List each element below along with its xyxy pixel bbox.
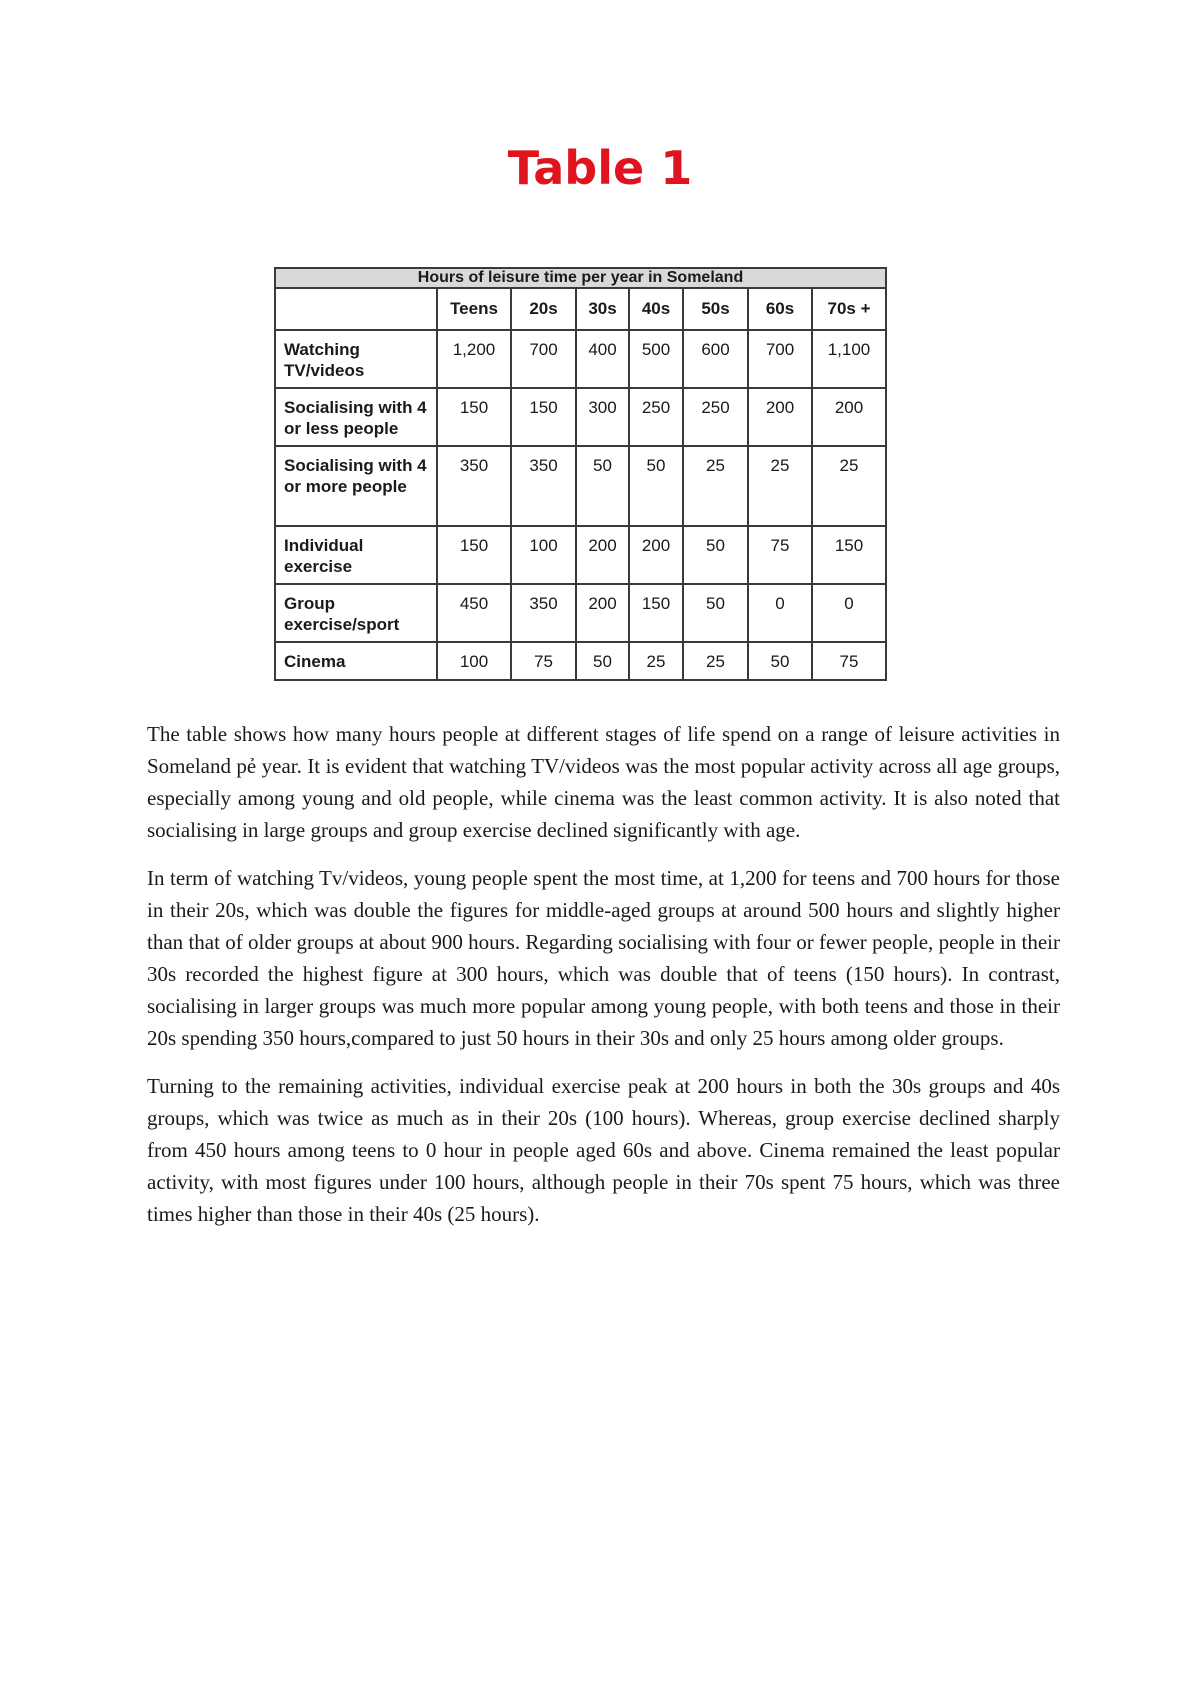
row-label: Socialising with 4 or more people	[275, 446, 437, 526]
table-cell: 75	[511, 642, 576, 680]
table-header-row	[275, 288, 886, 330]
column-header: 20s	[511, 288, 576, 330]
table-cell: 75	[812, 642, 886, 680]
table-cell: 150	[511, 388, 576, 446]
table-cell: 200	[748, 388, 812, 446]
table-row	[275, 446, 886, 526]
column-header: 50s	[683, 288, 748, 330]
table-cell: 250	[683, 388, 748, 446]
table-cell: 400	[576, 330, 629, 388]
table-cell: 500	[629, 330, 683, 388]
table-cell: 200	[812, 388, 886, 446]
table-cell: 700	[748, 330, 812, 388]
table-cell: 25	[683, 446, 748, 526]
table-cell: 350	[437, 446, 511, 526]
table-cell: 250	[629, 388, 683, 446]
essay-body	[147, 718, 1060, 1246]
table-cell: 150	[437, 526, 511, 584]
row-label: Socialising with 4 or less people	[275, 388, 437, 446]
table-cell: 700	[511, 330, 576, 388]
table-cell: 50	[748, 642, 812, 680]
table-cell: 150	[812, 526, 886, 584]
column-header: 70s +	[812, 288, 886, 330]
table-row	[275, 584, 886, 642]
table-cell: 200	[576, 584, 629, 642]
table-cell: 450	[437, 584, 511, 642]
table-cell: 0	[748, 584, 812, 642]
table-cell: 75	[748, 526, 812, 584]
table-cell: 1,200	[437, 330, 511, 388]
table-cell: 25	[812, 446, 886, 526]
column-header: 30s	[576, 288, 629, 330]
paragraph: The table shows how many hours people at different stages of life spend on a range of leisure activities in Someland pẻ year. It is evident that watching TV/videos was the most popular activity across all age groups, especially among young and old people, while cinema was the least common activity. It is also noted that socialising in large groups and group exercise declined significantly with age.	[147, 722, 1060, 842]
table-cell: 350	[511, 584, 576, 642]
table-row	[275, 330, 886, 388]
table-cell: 600	[683, 330, 748, 388]
table-cell: 150	[437, 388, 511, 446]
header-corner-cell	[275, 288, 437, 330]
table-cell: 50	[629, 446, 683, 526]
table-cell: 50	[576, 446, 629, 526]
table-cell: 50	[576, 642, 629, 680]
column-header: 60s	[748, 288, 812, 330]
table-cell: 0	[812, 584, 886, 642]
row-label: Cinema	[275, 642, 437, 680]
table-cell: 300	[576, 388, 629, 446]
table-cell: 25	[683, 642, 748, 680]
table-cell: 100	[511, 526, 576, 584]
table-cell: 200	[629, 526, 683, 584]
column-header: Teens	[437, 288, 511, 330]
column-header: 40s	[629, 288, 683, 330]
leisure-time-table	[274, 267, 887, 681]
table-caption: Hours of leisure time per year in Someland	[275, 268, 886, 288]
table-row	[275, 642, 886, 680]
table-cell: 1,100	[812, 330, 886, 388]
table-row	[275, 388, 886, 446]
table-cell: 50	[683, 584, 748, 642]
row-label: Group exercise/sport	[275, 584, 437, 642]
row-label: Individual exercise	[275, 526, 437, 584]
page-title: Table 1	[507, 141, 693, 195]
paragraph: Turning to the remaining activities, individual exercise peak at 200 hours in both the 30s groups and 40s groups, which was twice as much as in their 20s (100 hours). Whereas, group exercise declined sharply from 450 hours among teens to 0 hour in people aged 60s and above. Cinema remained the least popular activity, with most figures under 100 hours, although people in their 70s spent 75 hours, which was three times higher than those in their 40s (25 hours).	[147, 1074, 1060, 1226]
table-cell: 50	[683, 526, 748, 584]
table-cell: 100	[437, 642, 511, 680]
table-cell: 150	[629, 584, 683, 642]
table-cell: 25	[629, 642, 683, 680]
table-cell: 25	[748, 446, 812, 526]
paragraph: In term of watching Tv/videos, young people spent the most time, at 1,200 for teens and 700 hours for those in their 20s, which was double the figures for middle-aged groups at around 500 hours and slightly higher than that of older groups at about 900 hours. Regarding socialising with four or fewer people, people in their 30s recorded the highest figure at 300 hours, which was double that of teens (150 hours). In contrast, socialising in larger groups was much more popular among young people, with both teens and those in their 20s spending 350 hours,compared to just 50 hours in their 30s and only 25 hours among older groups.	[147, 866, 1060, 1050]
table-cell: 350	[511, 446, 576, 526]
table-row	[275, 526, 886, 584]
row-label: Watching TV/videos	[275, 330, 437, 388]
table-cell: 200	[576, 526, 629, 584]
